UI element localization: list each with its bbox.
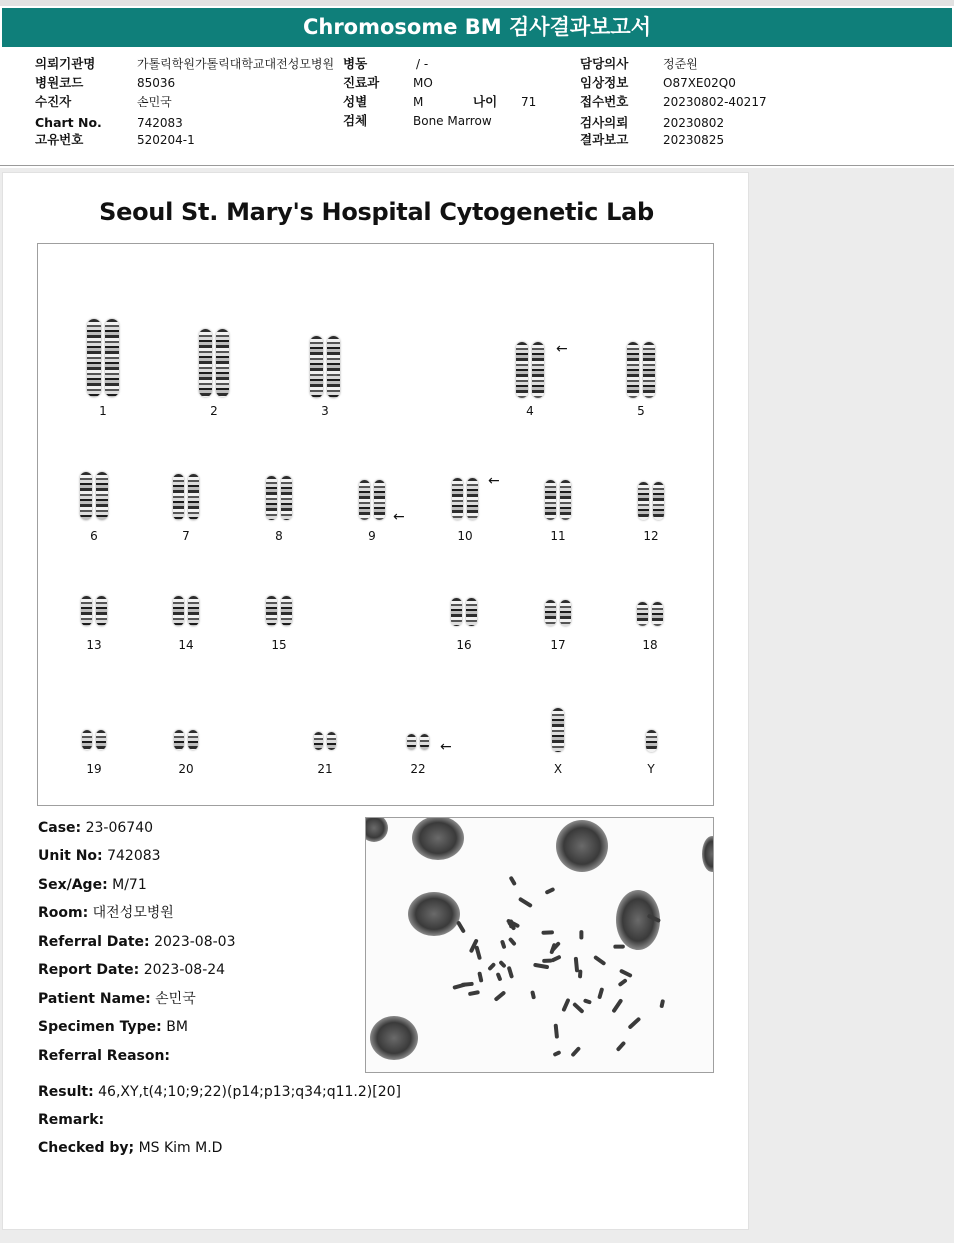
metaphase-chromosome [498,960,506,969]
chromosome-5 [627,342,639,398]
case-label: Case: [38,820,82,836]
chromosome-21 [314,732,323,750]
specimen-type-row [38,1018,188,1036]
test-request-label: 검사의뢰 [580,115,629,130]
patient-label: 수진자 [35,94,72,109]
cell-nucleus [366,818,388,842]
chromosome-19 [96,730,106,750]
metaphase-chromosome [579,930,583,939]
institution-value: 가톨릭학원가톨릭대학교대전성모병원 [137,57,335,71]
abnormality-arrow-icon: ← [488,473,500,489]
chromosome-1 [105,319,119,397]
department-value: MO [413,76,433,90]
chromosome-11 [545,480,556,520]
chromosome-8 [266,476,277,520]
chromosome-label-19: 19 [86,762,102,776]
chromosome-label-8: 8 [275,529,283,543]
metaphase-chromosome [477,971,483,982]
chromosome-label-2: 2 [210,404,218,418]
age-value: 71 [521,95,537,109]
metaphase-chromosome [613,945,625,949]
chromosome-14 [173,596,184,626]
chromosome-16 [466,598,477,626]
receipt-no-value: 20230802-40217 [663,95,767,109]
metaphase-chromosome [619,968,633,978]
patient-name-value: 손민국 [155,991,196,1007]
specimen-value: Bone Marrow [413,114,492,128]
chromosome-3 [310,336,323,398]
metaphase-chromosome [616,1041,627,1052]
referral-date-label: Referral Date: [38,934,150,950]
room-row [38,904,174,922]
chromosome-7 [188,474,199,520]
metaphase-chromosome [542,959,552,963]
chromosome-label-17: 17 [550,638,566,652]
hospital-code-value: 85036 [137,76,176,90]
chromosome-label-y: Y [647,762,655,776]
chromosome-2 [216,329,229,397]
chromosome-8 [281,476,292,520]
room-value: 대전성모병원 [92,905,174,921]
metaphase-chromosome [508,937,517,947]
chromosome-x [552,708,564,752]
chromosome-18 [637,602,648,626]
chromosome-label-22: 22 [410,762,426,776]
chromosome-16 [451,598,462,626]
metaphase-chromosome [659,999,665,1008]
chromosome-label-3: 3 [321,404,329,418]
metaphase-chromosome [554,1024,559,1039]
chromosome-22 [407,734,416,750]
cell-nucleus [702,836,714,872]
metaphase-chromosome [496,972,503,981]
hospital-code-label: 병원코드 [35,75,84,90]
metaphase-spread [366,818,714,1073]
metaphase-chromosome [493,990,506,1002]
chromosome-y [646,730,657,752]
metaphase-chromosome [574,957,579,973]
unique-no-value: 520204-1 [137,133,195,147]
chromosome-15 [266,596,277,626]
chromosome-label-12: 12 [643,529,659,543]
chromosome-label-4: 4 [526,404,534,418]
top-border [0,0,954,6]
chromosome-21 [327,732,336,750]
metaphase-chromosome [570,1046,581,1057]
metaphase-chromosome [611,998,623,1013]
result-report-value: 20230825 [663,133,725,147]
metaphase-image [365,817,714,1073]
case-row [38,819,153,837]
chromosome-20 [188,730,198,750]
chromosome-label-5: 5 [637,404,645,418]
metaphase-chromosome [618,978,628,987]
metaphase-chromosome [597,987,604,999]
metaphase-chromosome [541,930,554,934]
result-row [38,1083,401,1101]
chromosome-12 [653,482,664,520]
chromosome-4 [532,342,544,398]
report-date-row [38,961,225,979]
metaphase-chromosome [518,897,533,908]
room-label: Room: [38,905,89,921]
chromosome-label-21: 21 [317,762,333,776]
patient-value: 손민국 [137,95,172,109]
sex-age-label: Sex/Age: [38,877,108,893]
test-request-value: 20230802 [663,116,725,130]
result-value: 46,XY,t(4;10;9;22)(p14;p13;q34;q11.2)[20] [98,1084,401,1100]
ward-value: / - [416,57,429,71]
sex-label: 성별 [343,94,368,109]
chromosome-15 [281,596,292,626]
chromosome-2 [199,329,212,397]
metaphase-chromosome [561,998,570,1012]
report-body [2,172,749,1230]
chromosome-17 [560,600,571,626]
metaphase-chromosome [530,990,536,999]
chromosome-5 [643,342,655,398]
metaphase-chromosome [627,1016,641,1029]
remark-label: Remark: [38,1112,105,1128]
patient-name-row [38,990,196,1008]
cell-nucleus [412,818,464,860]
chromosome-9 [374,480,385,520]
metaphase-chromosome [456,920,466,933]
unit-no-value: 742083 [107,848,161,864]
doctor-label: 담당의사 [580,56,629,71]
specimen-type-label: Specimen Type: [38,1019,162,1035]
chromosome-label-16: 16 [456,638,472,652]
chromosome-9 [359,480,370,520]
chromosome-10 [452,478,463,520]
metaphase-chromosome [578,970,583,979]
sex-age-value: M/71 [112,877,147,893]
report-title: Chromosome BM 검사결과보고서 [2,8,952,47]
metaphase-chromosome [452,982,468,990]
unit-no-label: Unit No: [38,848,103,864]
patient-name-label: Patient Name: [38,991,151,1007]
chromosome-label-11: 11 [550,529,566,543]
specimen-label: 검체 [343,113,368,128]
chromosome-22 [420,734,429,750]
metaphase-chromosome [509,919,513,928]
chromosome-6 [80,472,92,520]
karyogram [37,243,714,806]
chromosome-13 [81,596,92,626]
chromosome-19 [82,730,92,750]
abnormality-arrow-icon: ← [393,509,405,525]
receipt-no-label: 접수번호 [580,94,629,109]
chromosome-18 [652,602,663,626]
referral-date-value: 2023-08-03 [154,934,236,950]
checked-by-row [38,1139,222,1157]
metaphase-chromosome [507,966,514,979]
chromosome-label-20: 20 [178,762,194,776]
chromosome-label-10: 10 [457,529,473,543]
chromosome-20 [174,730,184,750]
chromosome-label-18: 18 [642,638,658,652]
sex-value: M [413,95,424,109]
checked-by-value: MS Kim M.D [138,1140,223,1156]
chromosome-label-15: 15 [271,638,287,652]
chromosome-10 [467,478,478,520]
chromosome-12 [638,482,649,520]
result-report-label: 결과보고 [580,132,629,147]
institution-label: 의뢰기관명 [35,56,96,71]
case-value: 23-06740 [85,820,154,836]
chromosome-3 [327,336,340,398]
unique-no-label: 고유번호 [35,132,84,147]
specimen-type-value: BM [166,1019,188,1035]
header-divider [0,165,954,166]
chromosome-label-14: 14 [178,638,194,652]
report-date-value: 2023-08-24 [143,962,226,978]
abnormality-arrow-icon: ← [440,739,452,755]
chromosome-7 [173,474,184,520]
chromosome-11 [560,480,571,520]
chart-no-label: Chart No. [35,115,102,130]
chromosome-13 [96,596,107,626]
chromosome-14 [188,596,199,626]
metaphase-chromosome [572,1002,585,1014]
result-label: Result: [38,1084,94,1100]
cell-nucleus [556,820,608,872]
chromosome-label-13: 13 [86,638,102,652]
cell-nucleus [408,892,460,936]
chromosome-label-6: 6 [90,529,98,543]
referral-date-row [38,933,235,951]
remark-row [38,1111,104,1129]
unit-no-row [38,847,161,865]
metaphase-chromosome [533,963,549,970]
chromosome-label-9: 9 [368,529,376,543]
chromosome-label-x: X [553,762,563,776]
metaphase-chromosome [544,887,555,895]
referral-reason-label: Referral Reason: [38,1048,171,1064]
cell-nucleus [370,1016,418,1060]
ward-label: 병동 [343,56,368,71]
metaphase-chromosome [583,998,592,1004]
lab-title: Seoul St. Mary's Hospital Cytogenetic Lab [99,198,654,226]
chart-no-value: 742083 [137,116,183,130]
age-label: 나이 [473,94,498,109]
referral-reason-row [38,1047,170,1065]
chromosome-4 [516,342,528,398]
chromosome-1 [87,319,101,397]
doctor-value: 정준원 [663,57,698,71]
sex-age-row [38,876,147,894]
clinical-info-label: 임상정보 [580,75,629,90]
report-date-label: Report Date: [38,962,140,978]
chromosome-17 [545,600,556,626]
clinical-info-value: O87XE02Q0 [663,76,736,90]
metaphase-chromosome [468,990,480,996]
chromosome-label-1: 1 [99,404,107,418]
metaphase-chromosome [593,955,606,966]
abnormality-arrow-icon: ← [556,341,568,357]
metaphase-chromosome [487,962,496,971]
metaphase-chromosome [552,1050,561,1057]
department-label: 진료과 [343,75,380,90]
metaphase-chromosome [509,876,517,887]
metaphase-chromosome [500,940,507,950]
metaphase-chromosome [474,945,482,960]
chromosome-label-7: 7 [182,529,190,543]
checked-by-label: Checked by; [38,1140,135,1156]
chromosome-6 [96,472,108,520]
